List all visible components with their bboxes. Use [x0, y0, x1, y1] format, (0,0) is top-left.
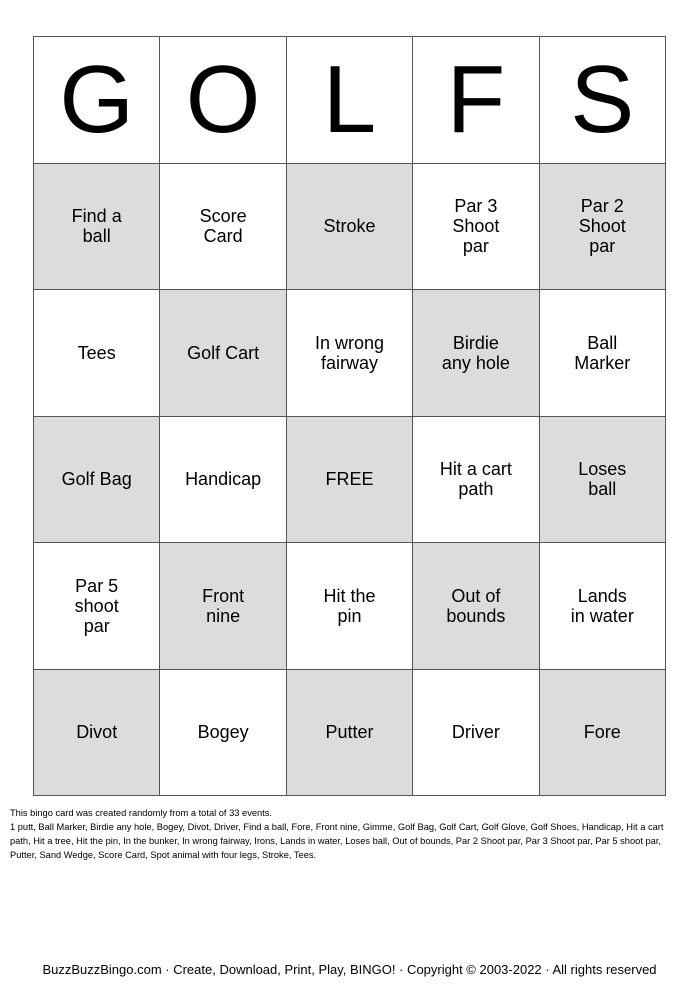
bingo-square[interactable]	[160, 670, 286, 797]
bingo-square-label: Tees	[77, 342, 116, 363]
bingo-square-label: Front nine	[202, 585, 245, 626]
bingo-square-label: Par 2 Shoot par	[578, 196, 626, 257]
bingo-square[interactable]	[34, 290, 160, 417]
bingo-square-label: Lands in water	[570, 585, 634, 626]
bingo-square[interactable]	[413, 670, 539, 797]
bingo-square[interactable]	[413, 164, 539, 291]
bingo-square-label: FREE	[325, 469, 374, 490]
bingo-square[interactable]	[287, 670, 413, 797]
bingo-square[interactable]	[160, 417, 286, 544]
bingo-square[interactable]	[34, 670, 160, 797]
bingo-square[interactable]	[34, 543, 160, 670]
bingo-square-label: Birdie any hole	[441, 332, 510, 373]
bingo-square[interactable]	[287, 543, 413, 670]
bingo-square-label: Hit the pin	[323, 585, 376, 626]
bingo-square[interactable]	[160, 543, 286, 670]
bingo-square-label: Par 5 shoot par	[74, 575, 119, 636]
bingo-square[interactable]	[540, 290, 666, 417]
bingo-square-label: Hit a cart path	[439, 459, 512, 500]
bingo-square-label: Golf Cart	[187, 342, 260, 363]
bingo-square-label: Loses ball	[578, 459, 627, 500]
note-summary: This bingo card was created randomly from a total of 33 events.	[10, 808, 272, 818]
note-event-list: 1 putt, Ball Marker, Birdie any hole, Bogey, Divot, Driver, Find a ball, Fore, Front nine, Gimme, Golf Bag, Golf Cart, Golf Glove, Golf Shoes, Handicap, Hit a cart path, Hit a tree, Hit the pin, In the bunker, In wrong fairway, Irons, Lands in water, Loses ball, Out of bounds, Par 2 Shoot par, Par 3 Shoot par, Par 5 shoot par, Putter, Sand Wedge, Score Card, Spot animal with four legs, Stroke, Tees.	[10, 822, 664, 860]
header-letter: L	[287, 37, 413, 164]
bingo-square-label: Divot	[76, 722, 118, 743]
footer-copyright: BuzzBuzzBingo.com · Create, Download, Print, Play, BINGO! · Copyright © 2003-2022 · All rights reserved	[42, 962, 657, 977]
header-letter: G	[34, 37, 160, 164]
bingo-square[interactable]	[540, 417, 666, 544]
bingo-card	[33, 36, 666, 796]
bingo-square-label: Par 3 Shoot par	[452, 196, 500, 257]
bingo-square-label: Putter	[325, 722, 374, 743]
bingo-square-label: Ball Marker	[574, 332, 631, 373]
bingo-square-label: Score Card	[199, 206, 247, 247]
bingo-square-label: In wrong fairway	[314, 332, 385, 373]
header-letter: O	[160, 37, 286, 164]
bingo-square[interactable]	[413, 417, 539, 544]
header-letter: S	[540, 37, 666, 164]
bingo-square[interactable]	[413, 543, 539, 670]
bingo-square[interactable]	[287, 164, 413, 291]
bingo-square[interactable]	[540, 670, 666, 797]
bingo-square[interactable]	[34, 417, 160, 544]
card-note	[10, 806, 680, 862]
bingo-square[interactable]	[540, 164, 666, 291]
bingo-square-label: Handicap	[185, 469, 262, 490]
bingo-square[interactable]	[287, 417, 413, 544]
bingo-square[interactable]	[413, 290, 539, 417]
bingo-square[interactable]	[540, 543, 666, 670]
bingo-square[interactable]	[34, 164, 160, 291]
bingo-square-label: Stroke	[323, 216, 376, 237]
bingo-square-label: Bogey	[197, 722, 249, 743]
bingo-square-label: Out of bounds	[446, 585, 506, 626]
bingo-square-label: Find a ball	[71, 206, 122, 247]
bingo-square-label: Fore	[583, 722, 621, 743]
bingo-square[interactable]	[160, 164, 286, 291]
bingo-square-label: Driver	[451, 722, 500, 743]
bingo-square[interactable]	[160, 290, 286, 417]
header-letter: F	[413, 37, 539, 164]
bingo-square-label: Golf Bag	[61, 469, 132, 490]
bingo-square[interactable]	[287, 290, 413, 417]
